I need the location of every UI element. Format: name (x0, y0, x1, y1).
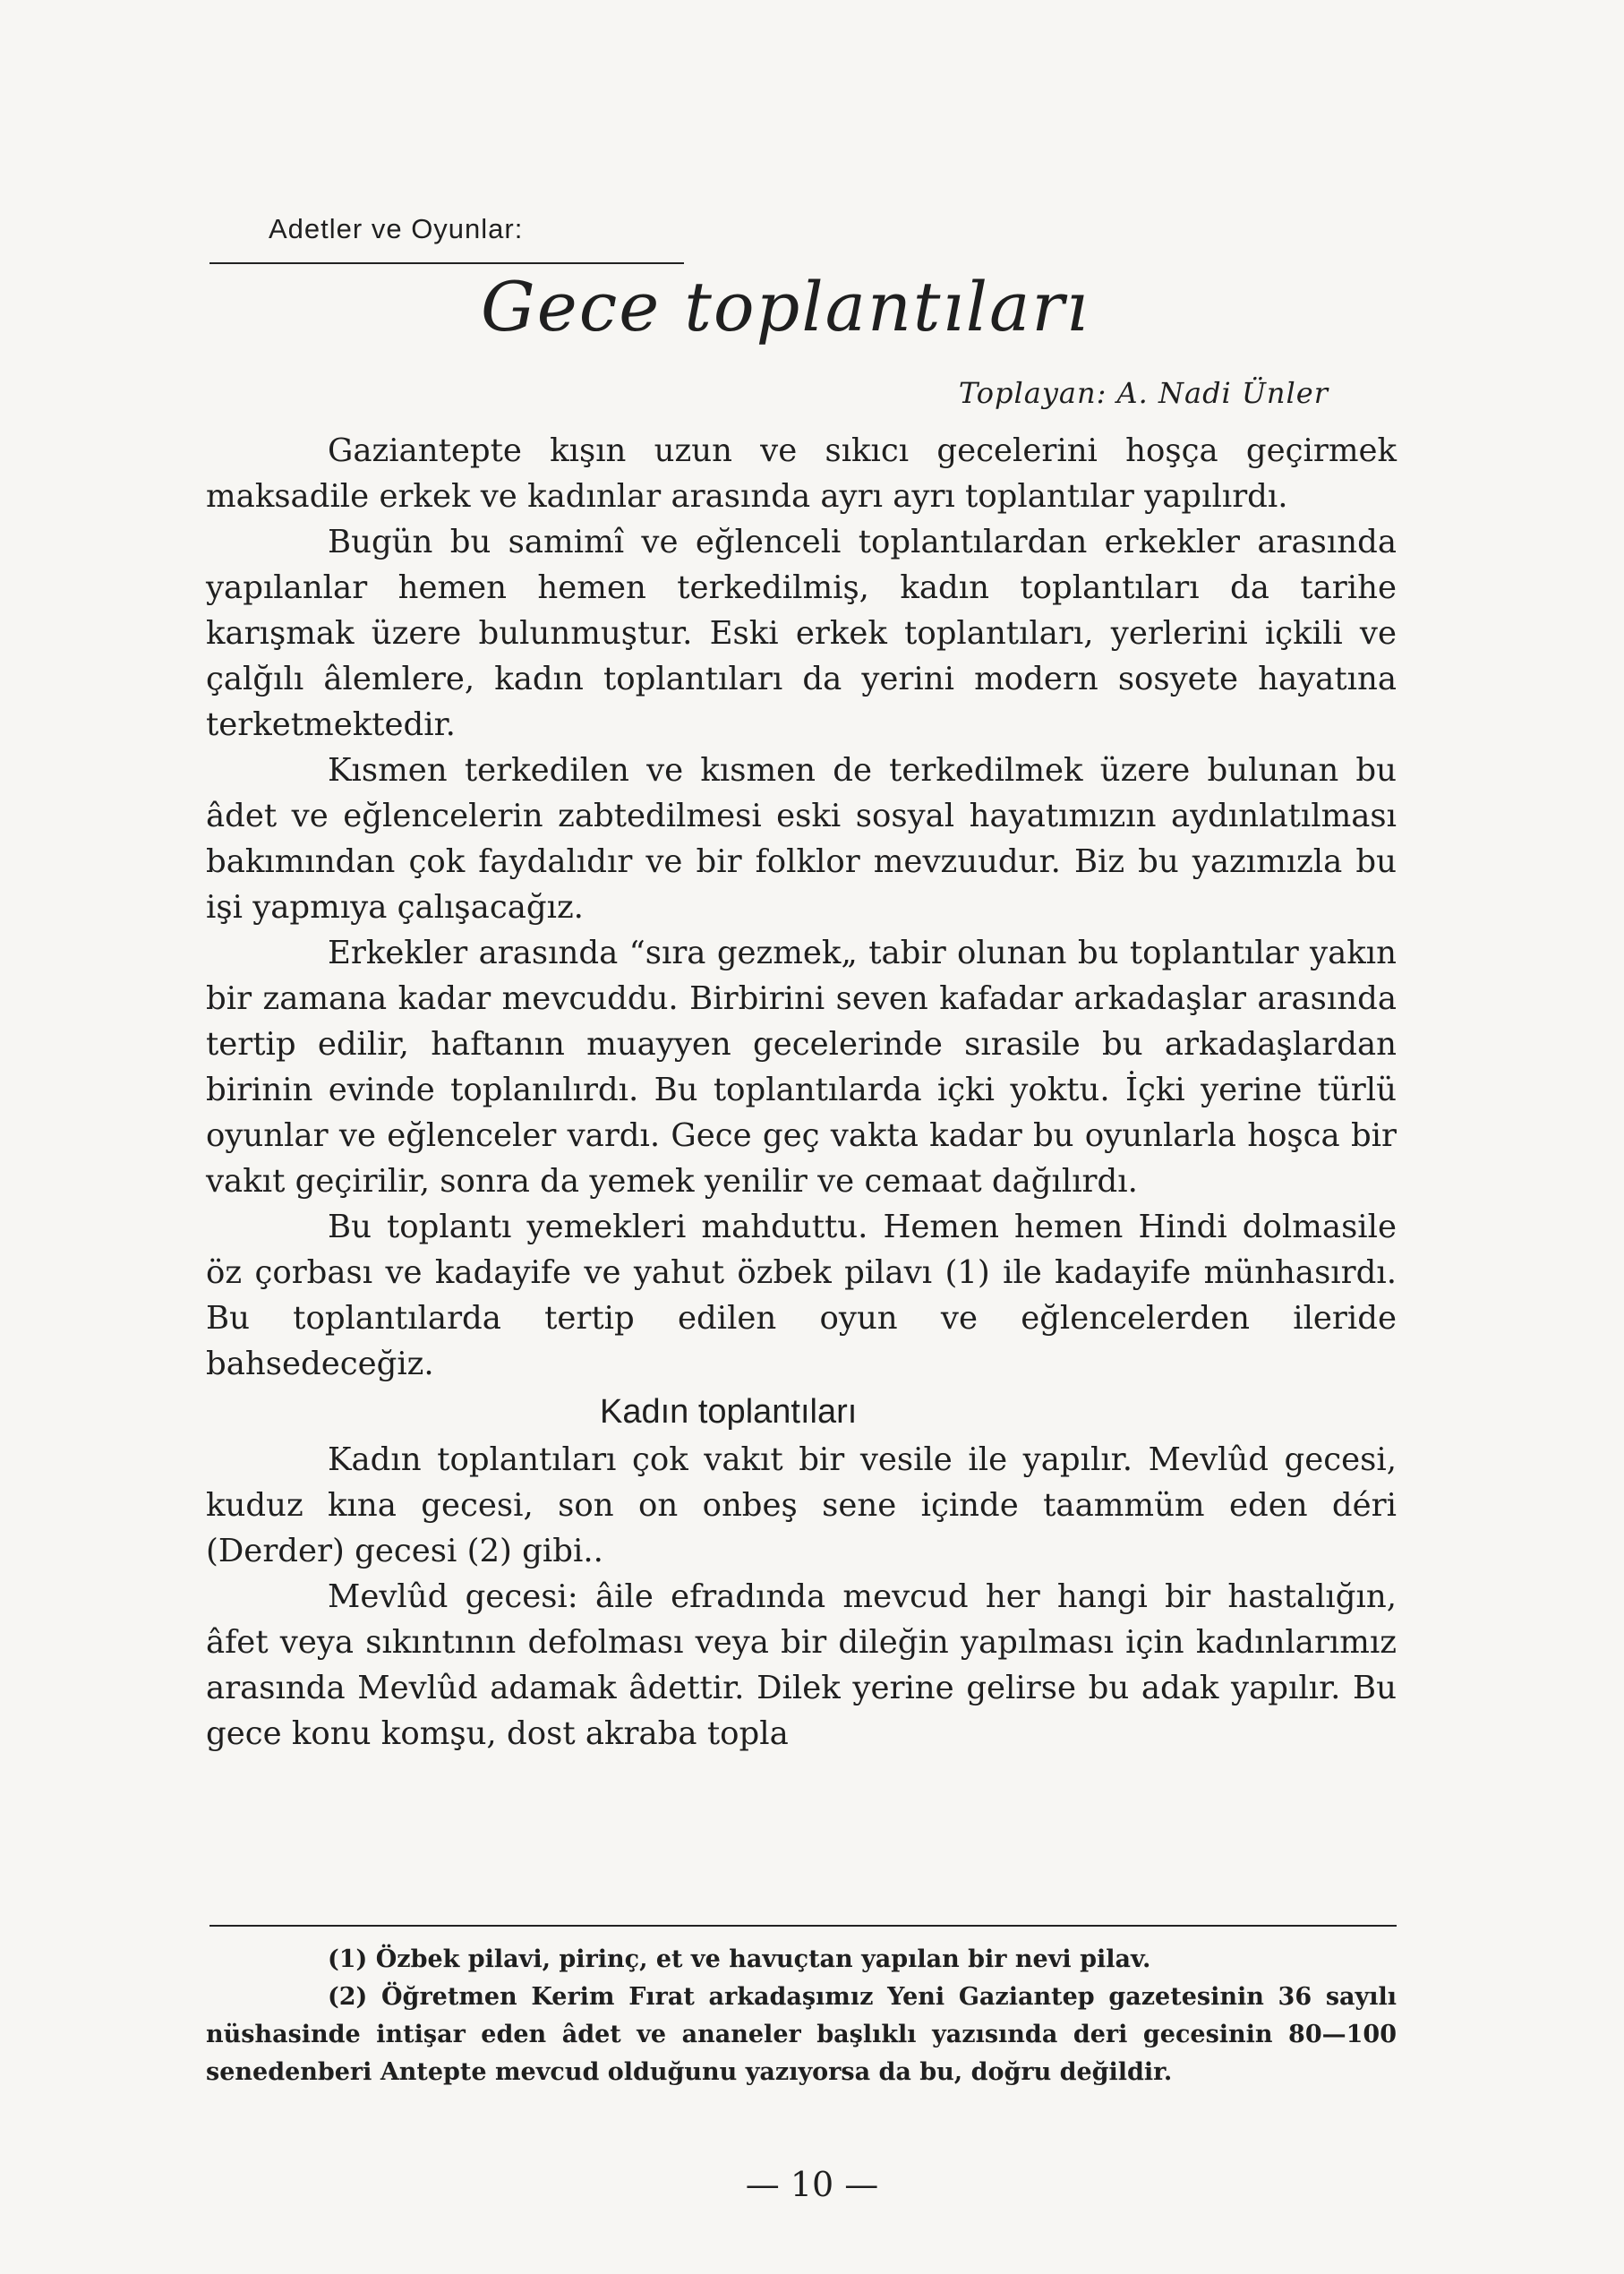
paragraph: Mevlûd gecesi: âile efradında mevcud her hangi bir hastalığın, âfet veya sıkıntının defolması veya bir dileğin yapılması için kadınlarımız arasında Mevlûd adamak âdettir. Dilek yerine gelirse bu adak yapılır. Bu gece konu komşu, dost akraba topla (206, 1578, 1397, 1752)
article-title: Gece toplantıları (481, 267, 1090, 346)
paragraph: Gaziantepte kışın uzun ve sıkıcı gecelerini hoşça geçirmek maksadile erkek ve kadınlar arasında ayrı ayrı toplantılar yapılırdı. (206, 432, 1397, 515)
subheading: Kadın toplantıları (600, 1393, 858, 1431)
section-underline (209, 262, 684, 264)
paragraph: Bugün bu samimî ve eğlenceli toplantılardan erkekler arasında yapılanlar hemen hemen terkedilmiş, kadın toplantıları da tarihe karışmak üzere bulunmuştur. Eski erkek toplantıları, yerlerini içkili ve çalğılı âlemlere, kadın toplantıları da yerini modern sosyete hayatına terketmektedir. (206, 524, 1397, 743)
paragraph: Kadın toplantıları çok vakıt bir vesile ile yapılır. Mevlûd gecesi, kuduz kına gecesi, son on onbeş sene içinde taammüm eden déri (Derder) gecesi (2) gibi.. (206, 1441, 1397, 1569)
section-label: Adetler ve Oyunlar: (269, 213, 524, 244)
footnote: (2) Öğretmen Kerim Fırat arkadaşımız Yeni Gaziantep gazetesinin 36 sayılı nüshasinde intişar eden âdet ve ananeler başlıklı yazısında deri gecesinin 80—100 senedenberi Antepte mevcud olduğunu yazıyorsa da bu, doğru değildir. (206, 1983, 1397, 2086)
article-body (206, 428, 1397, 1757)
paragraph: Erkekler arasında “sıra gezmek„ tabir olunan bu toplantılar yakın bir zamana kadar mevcuddu. Birbirini seven kafadar arkadaşlar arasında tertip edilir, haftanın muayyen gecelerinde sırasile bu arkadaşlardan birinin evinde toplanılırdı. Bu toplantılarda içki yoktu. İçki yerine türlü oyunlar ve eğlenceler vardı. Gece geç vakta kadar bu oyunlarla hoşca bir vakıt geçirilir, sonra da yemek yenilir ve cemaat dağılırdı. (206, 935, 1397, 1200)
footnote: (1) Özbek pilavi, pirinç, et ve havuçtan yapılan bir nevi pilav. (328, 1945, 1151, 1973)
paragraph: Kısmen terkedilen ve kısmen de terkedilmek üzere bulunan bu âdet ve eğlencelerin zabtedilmesi eski sosyal hayatımızın aydınlatılması bakımından çok faydalıdır ve bir folklor mevzuudur. Biz bu yazımızla bu işi yapmıya çalışacağız. (206, 752, 1397, 926)
page-number: — 10 — (745, 2165, 879, 2204)
footnote-separator (209, 1925, 1397, 1927)
author-byline: Toplayan: A. Nadi Ünler (958, 376, 1329, 410)
paragraph: Bu toplantı yemekleri mahduttu. Hemen hemen Hindi dolmasile öz çorbası ve kadayife ve yahut özbek pilavı (1) ile kadayife münhasırdı. Bu toplantılarda tertip edilen oyun ve eğlencelerden ileride bahsedeceğiz. (206, 1209, 1397, 1382)
footnotes (206, 1941, 1397, 2091)
